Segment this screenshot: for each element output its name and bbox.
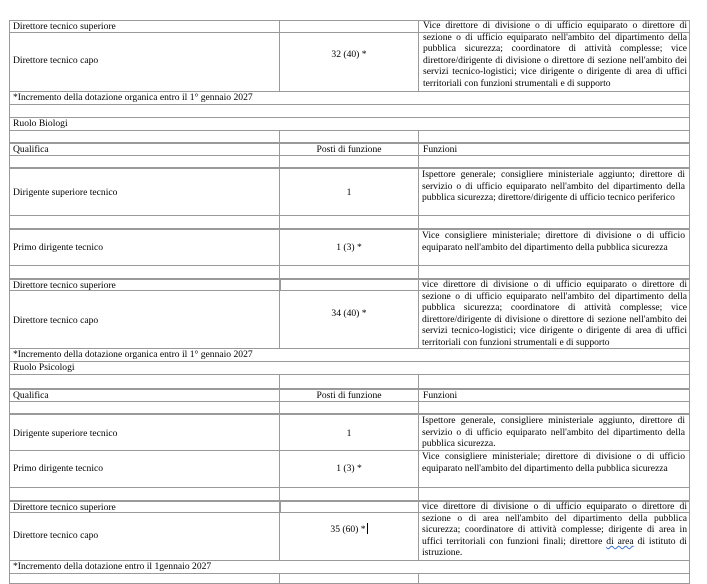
funzioni-cell: Ispettore generale; consigliere ministeriale aggiunto; direttore di servizio o di ufficio equiparato nell'ambito del dipartimento della pubblica sicurezza; direttore/dirigente di ufficio tecnico periferico — [422, 169, 685, 204]
funzioni-cell: vice direttore di divisione o di ufficio equiparato o direttore di sezione o di area nell'ambito del dipartimento della pubblica sicurezza; coordinatore di attività complesse; dirigente di area in uffici territoriali con funzioni finali; direttore di area di istituto di istruzione. — [422, 501, 687, 559]
header-qualifica: Qualifica — [13, 390, 49, 401]
funzioni-cell: vice direttore di divisione o di ufficio equiparato o direttore di sezione o di ufficio equiparato nell'ambito del dipartimento della pubblica sicurezza; coordinatore di attività complesse; vice direttore/dirigente di divisione o direttore di sezione nell'ambito dei servizi tecnico-logistici; vice dirigente o dirigente di area di uffici territoriali con funzioni strumentali e di supporto — [422, 279, 687, 348]
text-cursor — [367, 523, 368, 534]
spacer-row — [9, 402, 690, 414]
section-title-row — [9, 117, 690, 131]
posti-cell: 1 (3) * — [336, 463, 362, 474]
spacer-row — [9, 266, 690, 279]
spacer-row — [9, 375, 690, 389]
spacer-row — [9, 216, 690, 229]
header-funzioni: Funzioni — [423, 144, 458, 155]
section-title: Ruolo Psicologi — [13, 362, 75, 373]
header-posti: Posti di funzione — [316, 144, 382, 155]
spacer-row — [9, 156, 690, 168]
header-row — [9, 143, 690, 156]
posti-cell: 1 — [346, 187, 352, 198]
note-row — [9, 349, 690, 362]
posti-cell: 1 — [346, 428, 352, 439]
qualifica-cell: Dirigente superiore tecnico — [13, 187, 118, 198]
posti-cell: 34 (40) * — [331, 308, 367, 319]
note-row — [9, 92, 690, 105]
qualifica-cell: Direttore tecnico superiore — [13, 21, 116, 32]
header-funzioni: Funzioni — [423, 390, 458, 401]
posti-cell: 35 (60) * — [330, 524, 366, 535]
note-row — [9, 561, 690, 574]
footnote: *Incremento della dotazione organica entro il 1° gennaio 2027 — [13, 92, 253, 103]
table-row — [9, 414, 690, 451]
posti-cell: 1 (3) * — [336, 242, 362, 253]
qualifica-cell: Primo dirigente tecnico — [13, 242, 104, 253]
header-row — [9, 389, 690, 402]
header-posti: Posti di funzione — [316, 390, 382, 401]
header-qualifica: Qualifica — [13, 144, 49, 155]
spacer-row — [9, 574, 690, 584]
table-row — [9, 168, 690, 216]
funzioni-cell: Ispettore generale, consigliere ministeriale aggiunto, direttore di servizio o di ufficio equiparato nell'ambito del dipartimento della pubblica sicurezza. — [422, 415, 685, 450]
footnote: *Incremento della dotazione entro il 1gennaio 2027 — [13, 561, 212, 572]
footnote: *Incremento della dotazione organica entro il 1° gennaio 2027 — [13, 349, 253, 360]
spellcheck-word: di area — [606, 535, 634, 547]
posti-cell: 32 (40) * — [331, 49, 367, 60]
qualifica-cell: Primo dirigente tecnico — [13, 463, 104, 474]
qualifica-cell: Dirigente superiore tecnico — [13, 428, 118, 439]
funzioni-cell: Vice consigliere ministeriale; direttore di divisione o di ufficio equiparato nell'ambito del dipartimento della pubblica sicurezza — [422, 230, 685, 253]
section-title-row — [9, 362, 690, 375]
table-row — [9, 229, 690, 266]
qualifica-cell: Direttore tecnico capo — [13, 530, 99, 541]
spacer-row — [9, 488, 690, 501]
qualifica-cell: Direttore tecnico capo — [13, 55, 99, 66]
qualifica-cell: Direttore tecnico superiore — [13, 280, 116, 291]
qualifica-cell: Direttore tecnico capo — [13, 315, 99, 326]
section-title: Ruolo Biologi — [13, 118, 68, 129]
qualifica-cell: Direttore tecnico superiore — [13, 502, 116, 513]
funzioni-cell: Vice direttore di divisione o di ufficio equiparato o direttore di sezione o di ufficio equiparato nell'ambito del dipartimento della pubblica sicurezza; coordinatore di attività complesse; vice direttore/dirigente di divisione o direttore di sezione nell'ambito dei servizi tecnico-logistici; vice dirigente o dirigente di area di uffici territoriali con funzioni strumentali e di supporto — [423, 20, 687, 89]
funzioni-cell: Vice consigliere ministeriale; direttore di divisione o di ufficio equiparato nell'ambito del dipartimento della pubblica sicurezza — [422, 451, 685, 474]
table-row — [9, 451, 690, 488]
spacer-row — [9, 131, 690, 143]
